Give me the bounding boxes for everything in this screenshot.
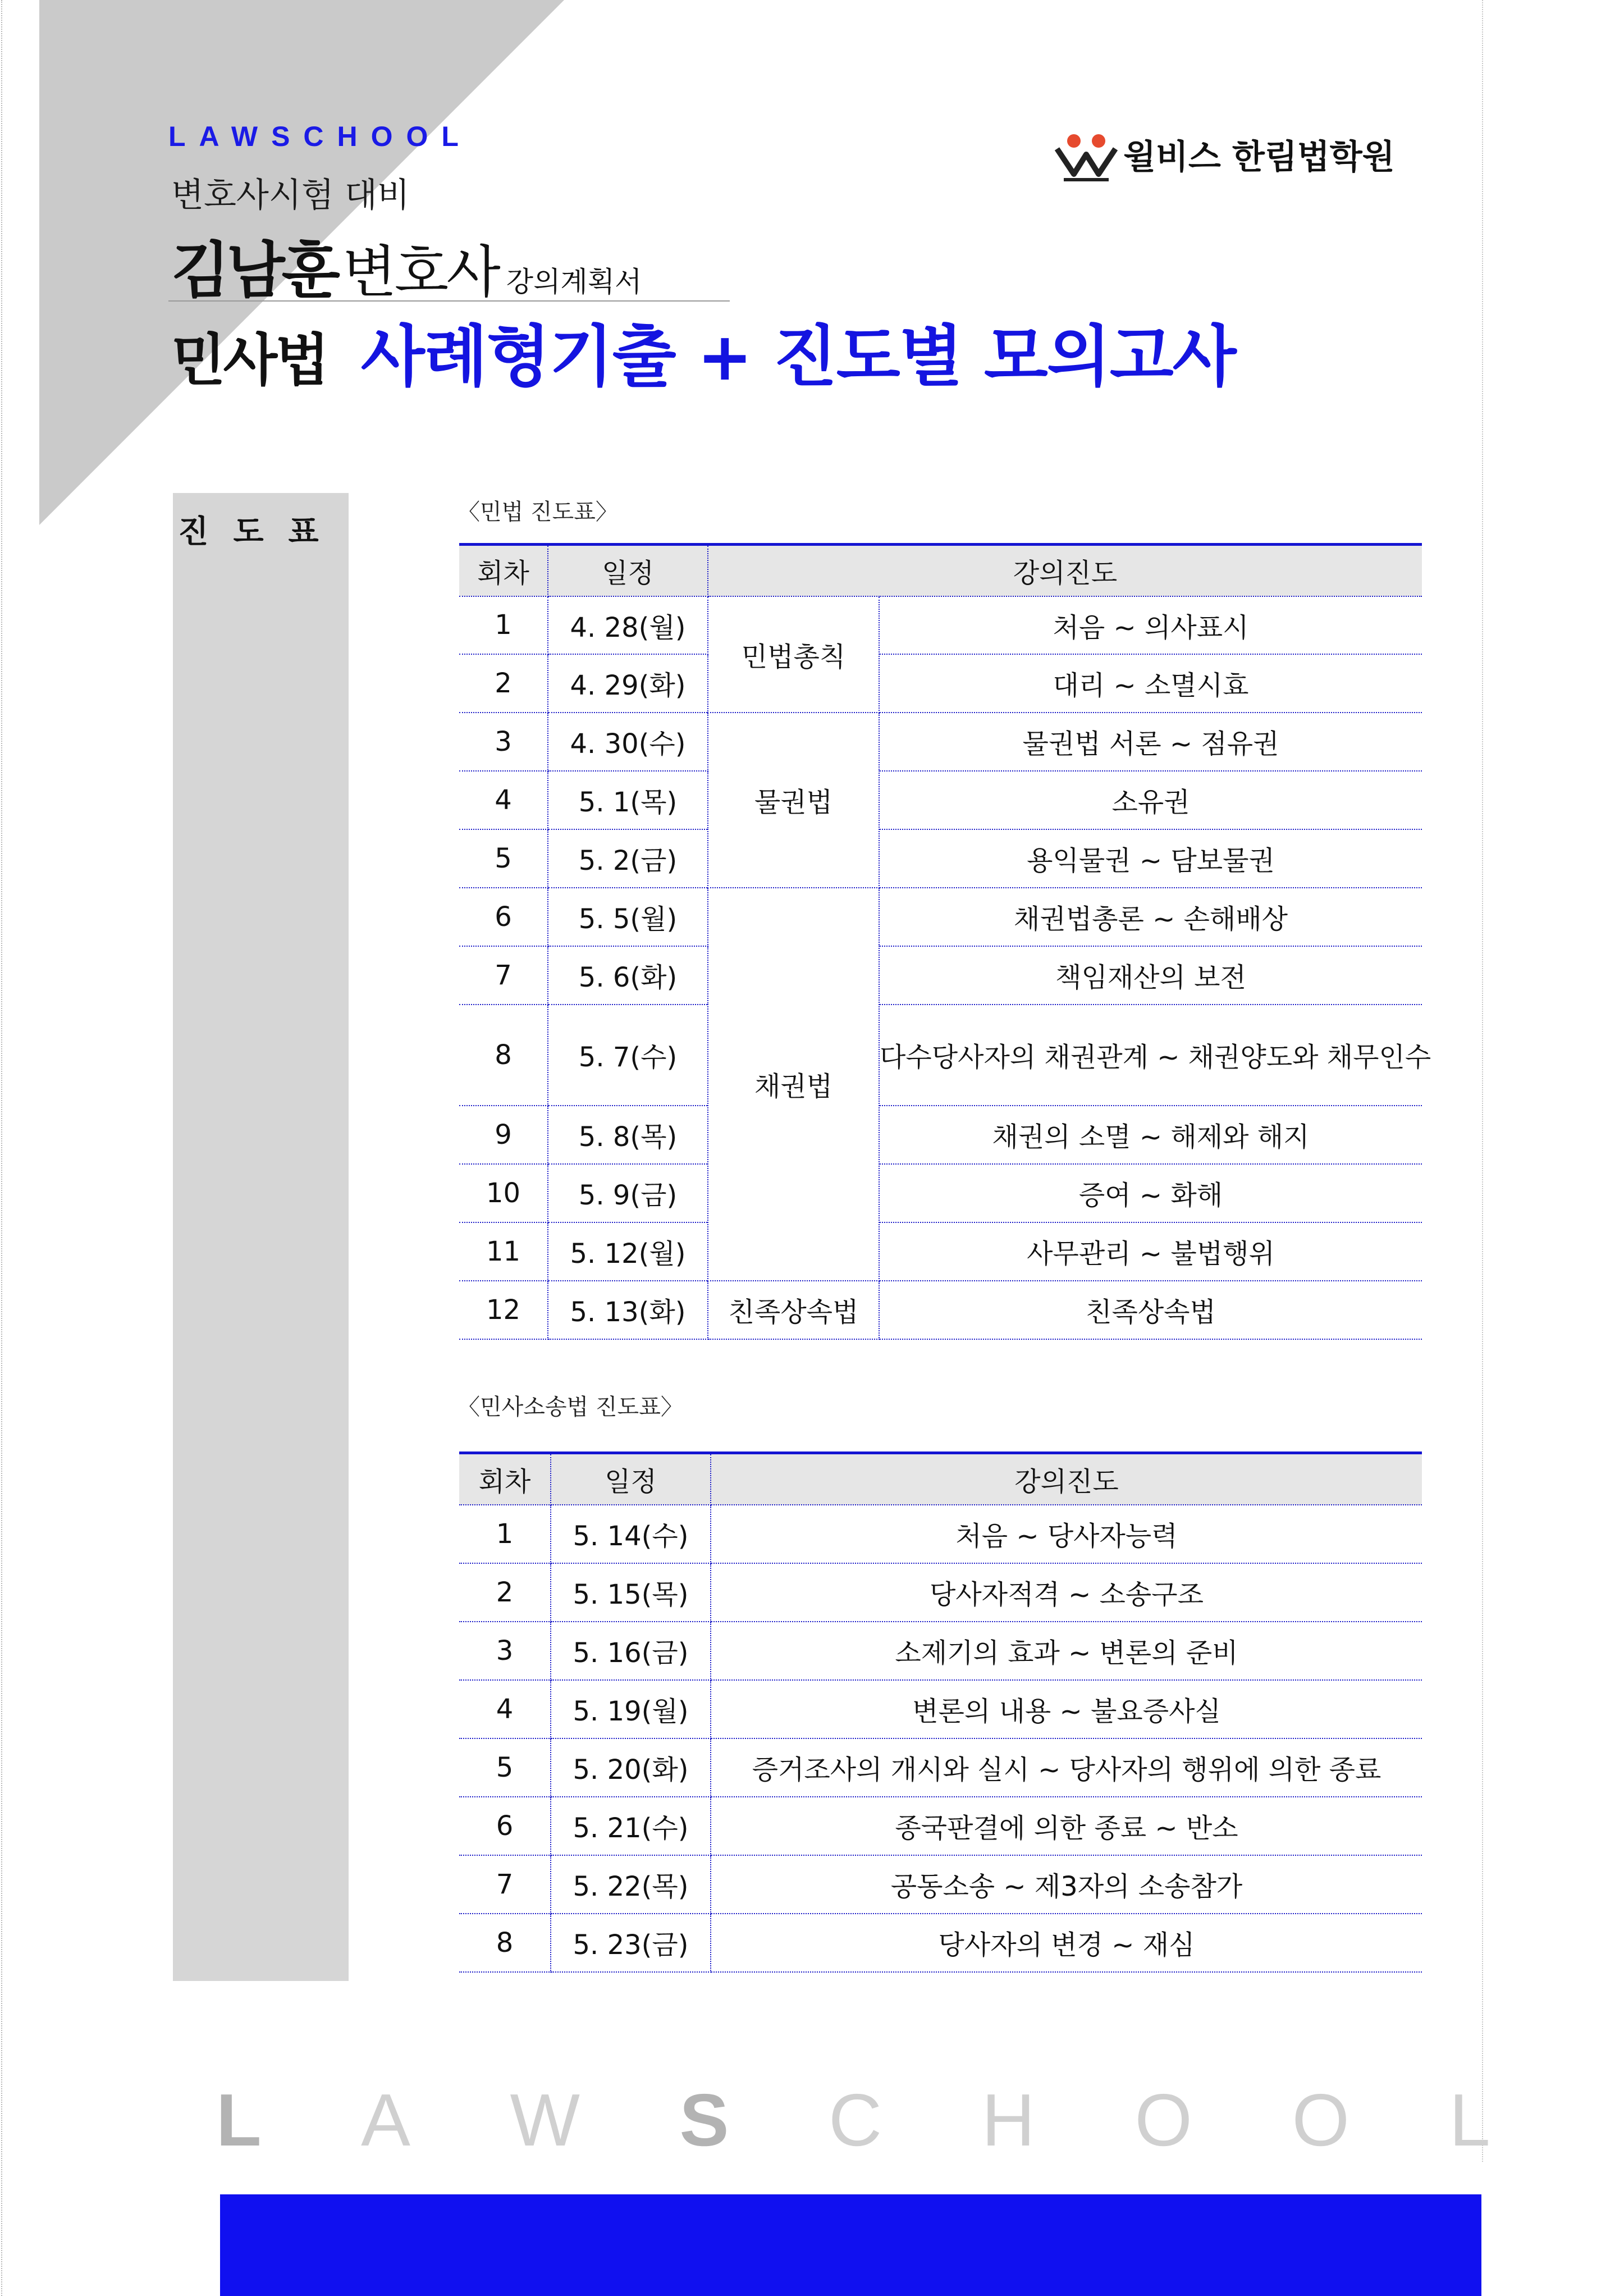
table-row — [459, 1914, 1422, 1972]
date-cell: 5. 5(월) — [548, 888, 708, 946]
part-cell: 채권법 — [708, 888, 879, 1281]
topic-cell: 용익물권 ~ 담보물권 — [879, 829, 1422, 888]
footer-letter: S — [679, 2079, 729, 2161]
part-cell: 민법총칙 — [708, 596, 879, 713]
session-cell: 3 — [459, 713, 548, 771]
header-session: 회차 — [459, 545, 548, 596]
table-row — [459, 888, 1422, 946]
session-cell: 8 — [459, 1914, 551, 1972]
doc-type: 강의계획서 — [506, 266, 642, 298]
course-heading — [171, 303, 1236, 399]
topic-cell: 처음 ~ 당사자능력 — [711, 1505, 1422, 1563]
academy-logo — [1053, 126, 1395, 182]
session-cell: 1 — [459, 596, 548, 654]
session-cell: 1 — [459, 1505, 551, 1563]
session-cell: 6 — [459, 1797, 551, 1855]
table-row — [459, 829, 1422, 888]
civil-procedure-schedule-table — [459, 1451, 1422, 1973]
footer-letter: A — [361, 2079, 411, 2161]
date-cell: 5. 20(화) — [551, 1738, 711, 1797]
session-cell: 5 — [459, 1738, 551, 1797]
topic-cell: 친족상속법 — [879, 1281, 1422, 1339]
date-cell: 5. 21(수) — [551, 1797, 711, 1855]
page-edge-line — [1, 0, 2, 2296]
topic-cell: 공동소송 ~ 제3자의 소송참가 — [711, 1855, 1422, 1914]
logo-text-willbes: 윌비스 — [1123, 138, 1221, 177]
civil-procedure-caption: 〈민사소송법 진도표〉 — [458, 1394, 683, 1420]
table-row — [459, 596, 1422, 654]
table-row — [459, 654, 1422, 713]
session-cell: 11 — [459, 1222, 548, 1281]
course-title: 사례형기출 + 진도별 모의고사 — [360, 318, 1236, 395]
academy-logo-icon — [1053, 126, 1120, 182]
table-row — [459, 1855, 1422, 1914]
table-header-row — [459, 1453, 1422, 1505]
topic-cell: 소제기의 효과 ~ 변론의 준비 — [711, 1622, 1422, 1680]
topic-cell: 채권의 소멸 ~ 해제와 해지 — [879, 1106, 1422, 1164]
footer-letter: L — [216, 2079, 262, 2161]
lawyer-title: 변호사 — [342, 239, 498, 305]
footer-letter: O — [1134, 2079, 1193, 2161]
table-row — [459, 946, 1422, 1005]
footer-letter: W — [510, 2079, 580, 2161]
topic-cell: 증거조사의 개시와 실시 ~ 당사자의 행위에 의한 종료 — [711, 1738, 1422, 1797]
date-cell: 4. 30(수) — [548, 713, 708, 771]
header-progress: 강의진도 — [711, 1453, 1422, 1505]
topic-cell: 책임재산의 보전 — [879, 946, 1422, 1005]
session-cell: 9 — [459, 1106, 548, 1164]
date-cell: 5. 12(월) — [548, 1222, 708, 1281]
civil-law-schedule-table — [459, 543, 1431, 1340]
topic-cell: 대리 ~ 소멸시효 — [879, 654, 1422, 713]
table-row — [459, 1563, 1422, 1622]
footer-letter: O — [1292, 2079, 1350, 2161]
date-cell: 4. 29(화) — [548, 654, 708, 713]
topic-cell: 사무관리 ~ 불법행위 — [879, 1222, 1422, 1281]
part-cell: 친족상속법 — [708, 1281, 879, 1339]
sidebar-title: 진도표 — [178, 514, 344, 550]
topic-cell: 변론의 내용 ~ 불요증사실 — [711, 1680, 1422, 1738]
session-cell: 12 — [459, 1281, 548, 1339]
footer-letter: C — [828, 2079, 882, 2161]
date-cell: 4. 28(월) — [548, 596, 708, 654]
page-edge-line-right — [1482, 0, 1483, 2162]
date-cell: 5. 9(금) — [548, 1164, 708, 1222]
date-cell: 5. 8(목) — [548, 1106, 708, 1164]
civil-law-caption: 〈민법 진도표〉 — [458, 499, 618, 525]
part-cell: 물권법 — [708, 713, 879, 888]
logo-text-academy: 한림법학원 — [1232, 138, 1395, 177]
table-row — [459, 771, 1422, 829]
lawyer-heading — [171, 222, 642, 309]
table-row — [459, 1680, 1422, 1738]
session-cell: 2 — [459, 654, 548, 713]
header-date: 일정 — [548, 545, 708, 596]
topic-cell: 다수당사자의 채권관계 ~ 채권양도와 채무인수 — [879, 1005, 1422, 1106]
session-cell: 7 — [459, 946, 548, 1005]
date-cell: 5. 13(화) — [548, 1281, 708, 1339]
table-row — [459, 1281, 1422, 1339]
brand-small-title: LAWSCHOOL — [168, 121, 472, 152]
exam-prep-label: 변호사시험 대비 — [171, 176, 410, 215]
table-row — [459, 1164, 1422, 1222]
table-row — [459, 1797, 1422, 1855]
date-cell: 5. 1(목) — [548, 771, 708, 829]
date-cell: 5. 19(월) — [551, 1680, 711, 1738]
session-cell: 3 — [459, 1622, 551, 1680]
footer-letter: L — [1449, 2079, 1490, 2161]
topic-cell: 채권법총론 ~ 손해배상 — [879, 888, 1422, 946]
table-row — [459, 1738, 1422, 1797]
table-row — [459, 713, 1422, 771]
table-row — [459, 1622, 1422, 1680]
header-progress: 강의진도 — [708, 545, 1422, 596]
date-cell: 5. 6(화) — [548, 946, 708, 1005]
topic-cell: 종국판결에 의한 종료 ~ 반소 — [711, 1797, 1422, 1855]
session-cell: 10 — [459, 1164, 548, 1222]
topic-cell: 당사자적격 ~ 소송구조 — [711, 1563, 1422, 1622]
session-cell: 4 — [459, 1680, 551, 1738]
session-cell: 5 — [459, 829, 548, 888]
date-cell: 5. 23(금) — [551, 1914, 711, 1972]
topic-cell: 증여 ~ 화해 — [879, 1164, 1422, 1222]
header-session: 회차 — [459, 1453, 551, 1505]
date-cell: 5. 7(수) — [548, 1005, 708, 1106]
lawyer-name: 김남훈 — [171, 236, 337, 306]
topic-cell: 처음 ~ 의사표시 — [879, 596, 1422, 654]
footer-color-bar — [220, 2194, 1481, 2296]
date-cell: 5. 15(목) — [551, 1563, 711, 1622]
session-cell: 7 — [459, 1855, 551, 1914]
topic-cell: 물권법 서론 ~ 점유권 — [879, 713, 1422, 771]
date-cell: 5. 22(목) — [551, 1855, 711, 1914]
table-row — [459, 1505, 1422, 1563]
topic-cell: 당사자의 변경 ~ 재심 — [711, 1914, 1422, 1972]
header-date: 일정 — [551, 1453, 711, 1505]
session-cell: 8 — [459, 1005, 548, 1106]
date-cell: 5. 2(금) — [548, 829, 708, 888]
subject-title: 민사법 — [171, 327, 327, 393]
table-row — [459, 1222, 1422, 1281]
topic-cell: 소유권 — [879, 771, 1422, 829]
date-cell: 5. 14(수) — [551, 1505, 711, 1563]
session-cell: 6 — [459, 888, 548, 946]
session-cell: 2 — [459, 1563, 551, 1622]
date-cell: 5. 16(금) — [551, 1622, 711, 1680]
sidebar-panel — [173, 493, 349, 1981]
title-divider — [168, 300, 730, 302]
footer-brand-watermark — [216, 2079, 1490, 2161]
session-cell: 4 — [459, 771, 548, 829]
footer-letter: H — [981, 2079, 1035, 2161]
table-header-row — [459, 545, 1422, 596]
table-row — [459, 1106, 1422, 1164]
table-row — [459, 1005, 1422, 1106]
